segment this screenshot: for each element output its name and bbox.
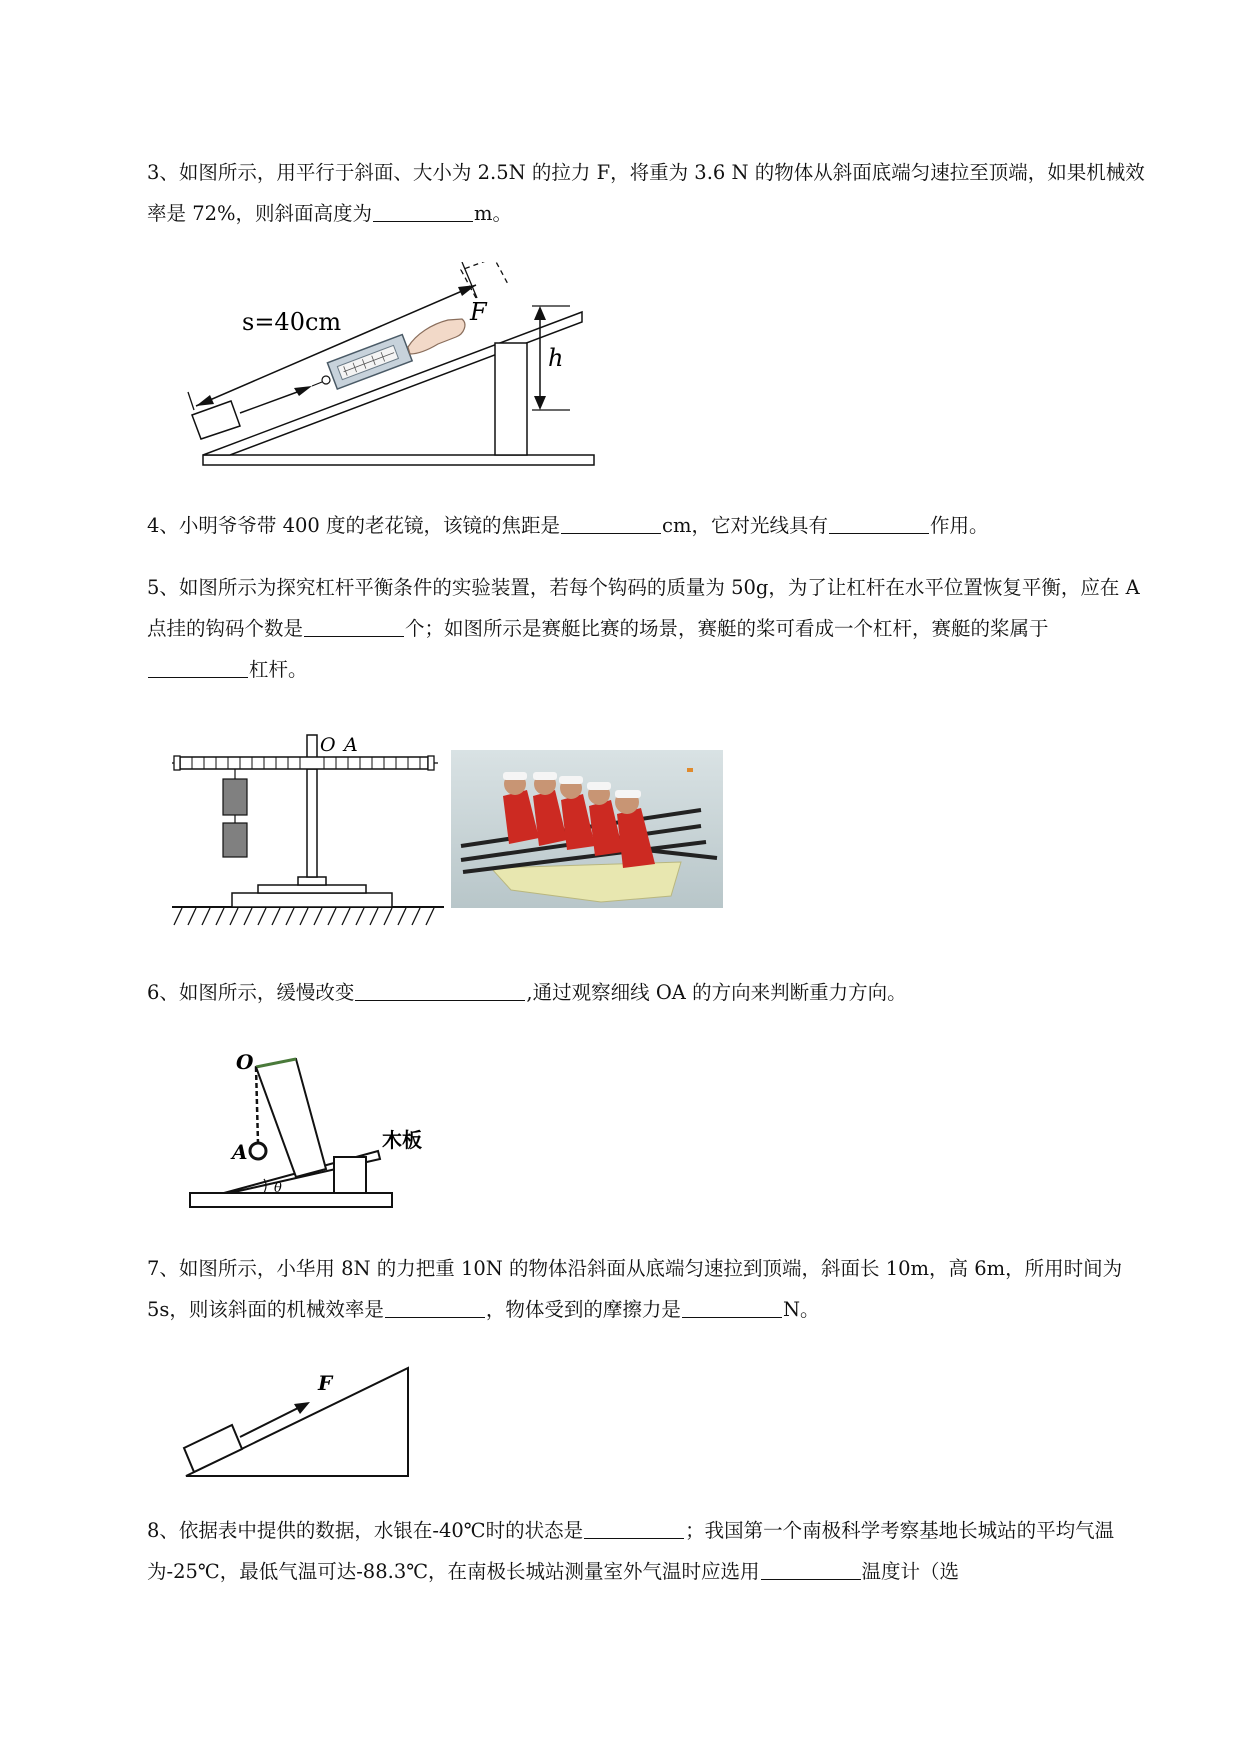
plumb-a-label: A (232, 1140, 248, 1164)
question-text: 8、依据表中提供的数据，水银在-40℃时的状态是 (147, 1519, 584, 1542)
question-text: 杠杆。 (249, 658, 308, 681)
answer-blank[interactable] (561, 511, 661, 534)
answer-blank[interactable] (682, 1295, 782, 1318)
question-text: N。 (782, 1298, 820, 1321)
theta-label: θ (274, 1181, 282, 1196)
incline-spring-scale-figure (180, 262, 600, 472)
board-label: 木板 (382, 1128, 422, 1152)
question-text: ，物体受到的摩擦力是 (485, 1298, 681, 1321)
answer-blank[interactable] (584, 1516, 684, 1539)
question-text: 5、如图所示为探究杠杆平衡条件的实验装置，若每个钩码的质量为 50g，为了让杠杆在水平位置恢复平衡，应在 A 点挂的钩码个数是 (147, 576, 1140, 640)
question-text: 7、如图所示，小华用 8N 的力把重 10N 的物体沿斜面从底端匀速拉到顶端，斜面长 10m，高 6m，所用时间为 5s，则该斜面的机械效率是 (147, 1257, 1123, 1321)
question-5 (147, 567, 1147, 690)
question-8 (147, 1510, 1147, 1592)
question-6 (147, 972, 1147, 1013)
question-4 (147, 505, 1147, 546)
question-text: 作用。 (929, 514, 989, 537)
answer-blank[interactable] (385, 1295, 485, 1318)
slope-force-label: F (318, 1371, 333, 1395)
question-text: 个；如图所示是赛艇比赛的场景，赛艇的桨可看成一个杠杆，赛艇的桨属于 (405, 617, 1049, 640)
pivot-o-label: O (320, 734, 336, 756)
question-text: 温度计（选 (861, 1560, 960, 1583)
answer-blank[interactable] (304, 614, 404, 637)
question-text: 6、如图所示，缓慢改变 (147, 981, 355, 1004)
question-text: 3、如图所示，用平行于斜面、大小为 2.5N 的拉力 F，将重为 3.6 N 的物体从斜面底端匀速拉至顶端，如果机械效率是 72%，则斜面高度为 (147, 161, 1145, 225)
question-7 (147, 1248, 1147, 1330)
answer-blank[interactable] (761, 1557, 861, 1580)
lever-apparatus-figure (172, 727, 452, 935)
point-a-label: A (344, 734, 358, 756)
question-text: ；我国第一个南极科学考察基地长城站的平均气温为-25℃，最低气温可达-88.3℃，在南极长城站测量室外气温时应选用 (147, 1519, 1115, 1583)
distance-label: s=40cm (242, 308, 342, 336)
question-3 (147, 152, 1147, 234)
answer-blank[interactable] (148, 655, 248, 678)
question-text: cm，它对光线具有 (662, 514, 828, 537)
force-label: F (470, 298, 487, 326)
rowing-photo (451, 750, 723, 908)
plumb-line-figure (186, 1045, 446, 1221)
answer-blank[interactable] (829, 511, 929, 534)
question-text: m。 (474, 202, 513, 225)
question-text: ,通过观察细线 OA 的方向来判断重力方向。 (526, 981, 907, 1004)
plumb-o-label: O (236, 1050, 254, 1074)
height-label: h (548, 344, 564, 372)
slope-figure (180, 1360, 420, 1484)
question-text: 4、小明爷爷带 400 度的老花镜，该镜的焦距是 (147, 514, 561, 537)
answer-blank[interactable] (355, 978, 525, 1001)
answer-blank[interactable] (373, 199, 473, 222)
